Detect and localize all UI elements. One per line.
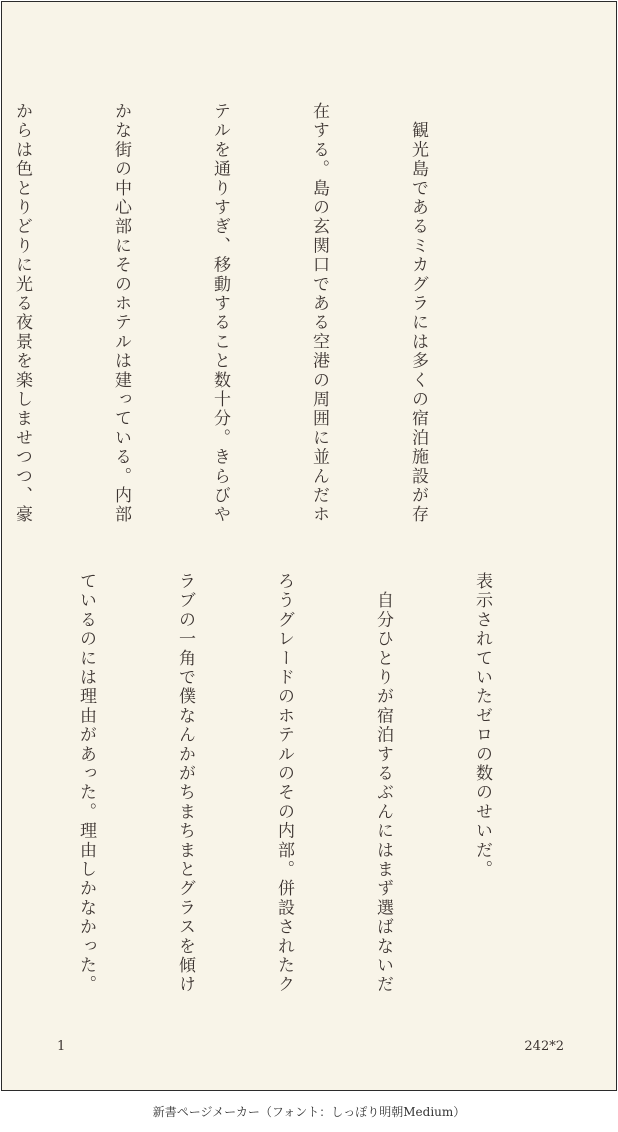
text-column: 在する。島の玄関口である空港の周囲に並んだホ: [309, 102, 329, 525]
text-column: からは色とりどりに光る夜景を楽しませつつ、豪: [12, 102, 32, 525]
text-column: 表示されていたゼロの数のせいだ。: [472, 572, 492, 880]
format-label: 242*2: [524, 1039, 564, 1054]
text-column: [0, 572, 3, 1002]
text-block-upper: [0, 102, 500, 532]
footer-credit: 新書ページメーカー（フォント：しっぽり明朝Medium）: [152, 1105, 466, 1119]
page-number: 1: [57, 1039, 66, 1054]
text-column: 観光島であるミカグラには多くの宿泊施設が存: [408, 102, 428, 525]
text-column: ラブの一角で僕なんかがちまちまとグラスを傾け: [175, 572, 195, 995]
text-column: テルを通りすぎ、移動すること数十分。きらびや: [210, 102, 230, 525]
text-column: ろうグレードのホテルのその内部。併設されたク: [274, 572, 294, 995]
text-column: ているのには理由があった。理由しかなかった。: [76, 572, 96, 995]
text-block-lower: [0, 572, 564, 1002]
book-page: [1, 1, 617, 1091]
text-column: 自分ひとりが宿泊するぶんにはまず選ばないだ: [373, 572, 393, 995]
text-column: かな街の中心部にそのホテルは建っている。内部: [111, 102, 131, 525]
